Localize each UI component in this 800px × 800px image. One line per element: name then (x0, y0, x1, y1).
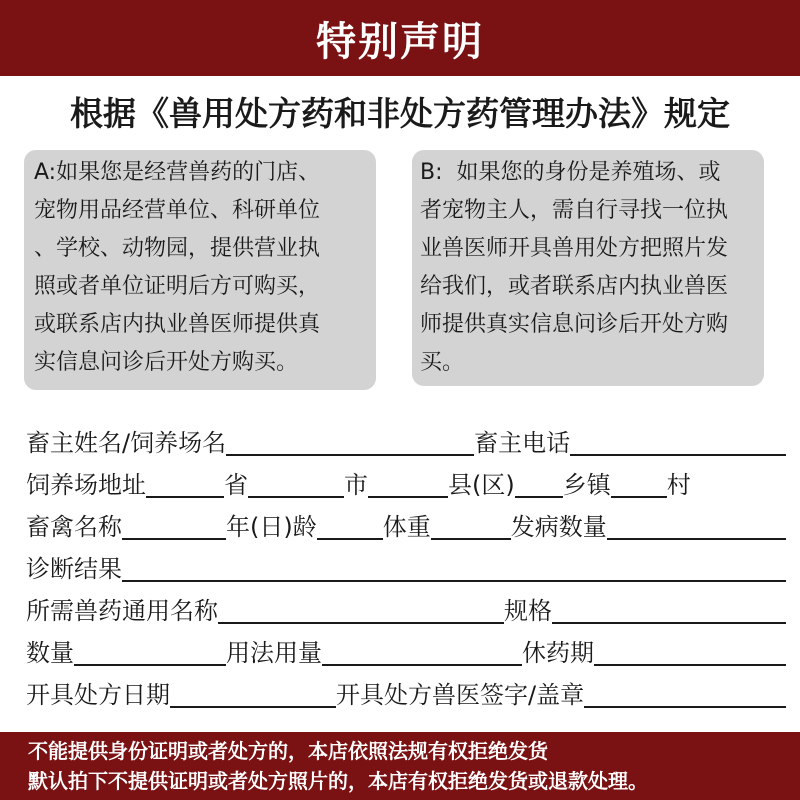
drug-name-label: 所需兽药通用名称 (26, 597, 218, 625)
form-row-animal (26, 504, 786, 544)
notice-b-line: 买。 (420, 350, 465, 375)
province-label: 省 (224, 471, 248, 499)
form-row-dosage (26, 630, 786, 670)
footer-notice-line-1: 不能提供身份证明或者处方的，本店依照法规有权拒绝发货 (28, 739, 548, 763)
footer-banner (0, 732, 800, 800)
owner-name-label: 畜主姓名/饲养场名 (26, 429, 227, 457)
farm-address-label: 饲养场地址 (26, 471, 146, 499)
diagnosis-label: 诊断结果 (26, 555, 122, 583)
county-field[interactable] (368, 496, 448, 498)
withdrawal-field[interactable] (594, 664, 786, 666)
owner-name-field[interactable] (226, 454, 474, 456)
regulation-subtitle: 根据《兽用处方药和非处方药管理办法》规定 (70, 94, 730, 133)
withdrawal-label: 休药期 (522, 639, 594, 667)
animal-name-label: 畜禽名称 (26, 513, 122, 541)
form-row-signature (26, 672, 786, 712)
banner-title: 特别声明 (316, 17, 484, 65)
dosage-field[interactable] (322, 664, 522, 666)
notice-b-line: B: 如果您的身份是养殖场、或 (420, 160, 721, 185)
diagnosis-field[interactable] (122, 580, 786, 582)
dosage-label: 用法用量 (226, 639, 322, 667)
notice-a-box (24, 150, 376, 390)
drug-name-field[interactable] (218, 622, 504, 624)
notice-a-line: 宠物用品经营单位、科研单位 (34, 198, 321, 223)
rx-date-field[interactable] (170, 706, 336, 708)
notice-a-line: A:如果您是经营兽药的门店、 (34, 160, 321, 185)
owner-phone-field[interactable] (570, 454, 786, 456)
sick-count-field[interactable] (607, 538, 786, 540)
animal-name-field[interactable] (122, 538, 226, 540)
vet-signature-field[interactable] (584, 706, 786, 708)
weight-label: 体重 (382, 513, 431, 541)
notice-a-line: 照或者单位证明后方可购买， (34, 274, 321, 299)
notice-b-line: 者宠物主人，需自行寻找一位执 (420, 198, 729, 223)
town-field[interactable] (515, 496, 563, 498)
quantity-field[interactable] (74, 664, 226, 666)
town-label: 乡镇 (562, 471, 611, 499)
form-row-address (26, 462, 786, 502)
spec-label: 规格 (504, 597, 552, 625)
rx-date-label: 开具处方日期 (26, 681, 170, 709)
owner-phone-label: 畜主电话 (474, 429, 571, 457)
notice-a-line: 实信息问诊后开处方购买。 (34, 350, 299, 375)
form-row-owner (26, 420, 786, 460)
notice-a-line: 、学校、动物园，提供营业执 (34, 236, 321, 261)
province-field[interactable] (146, 496, 224, 498)
village-field[interactable] (611, 496, 667, 498)
vet-signature-label: 开具处方兽医签字/盖章 (336, 681, 585, 709)
weight-field[interactable] (431, 538, 511, 540)
age-label: 年(日)龄 (226, 513, 317, 541)
form-row-diagnosis (26, 546, 786, 586)
age-field[interactable] (317, 538, 383, 540)
notice-a-line: 或联系店内执业兽医师提供真 (34, 312, 321, 337)
quantity-label: 数量 (26, 639, 74, 667)
notice-b-line: 给我们，或者联系店内执业兽医 (420, 274, 729, 299)
notice-b-line: 师提供真实信息问诊后开处方购 (420, 312, 729, 337)
header-banner (0, 0, 800, 76)
sick-count-label: 发病数量 (510, 513, 607, 541)
county-label: 县(区) (448, 471, 515, 499)
spec-field[interactable] (552, 622, 786, 624)
notice-b-line: 业兽医师开具兽用处方把照片发 (420, 236, 729, 261)
village-label: 村 (666, 471, 691, 499)
city-field[interactable] (248, 496, 344, 498)
form-row-drug (26, 588, 786, 628)
notice-b-box (412, 150, 764, 386)
footer-notice-line-2: 默认拍下不提供证明或者处方照片的，本店有权拒绝发货或退款处理。 (28, 769, 648, 793)
city-label: 市 (344, 471, 368, 499)
